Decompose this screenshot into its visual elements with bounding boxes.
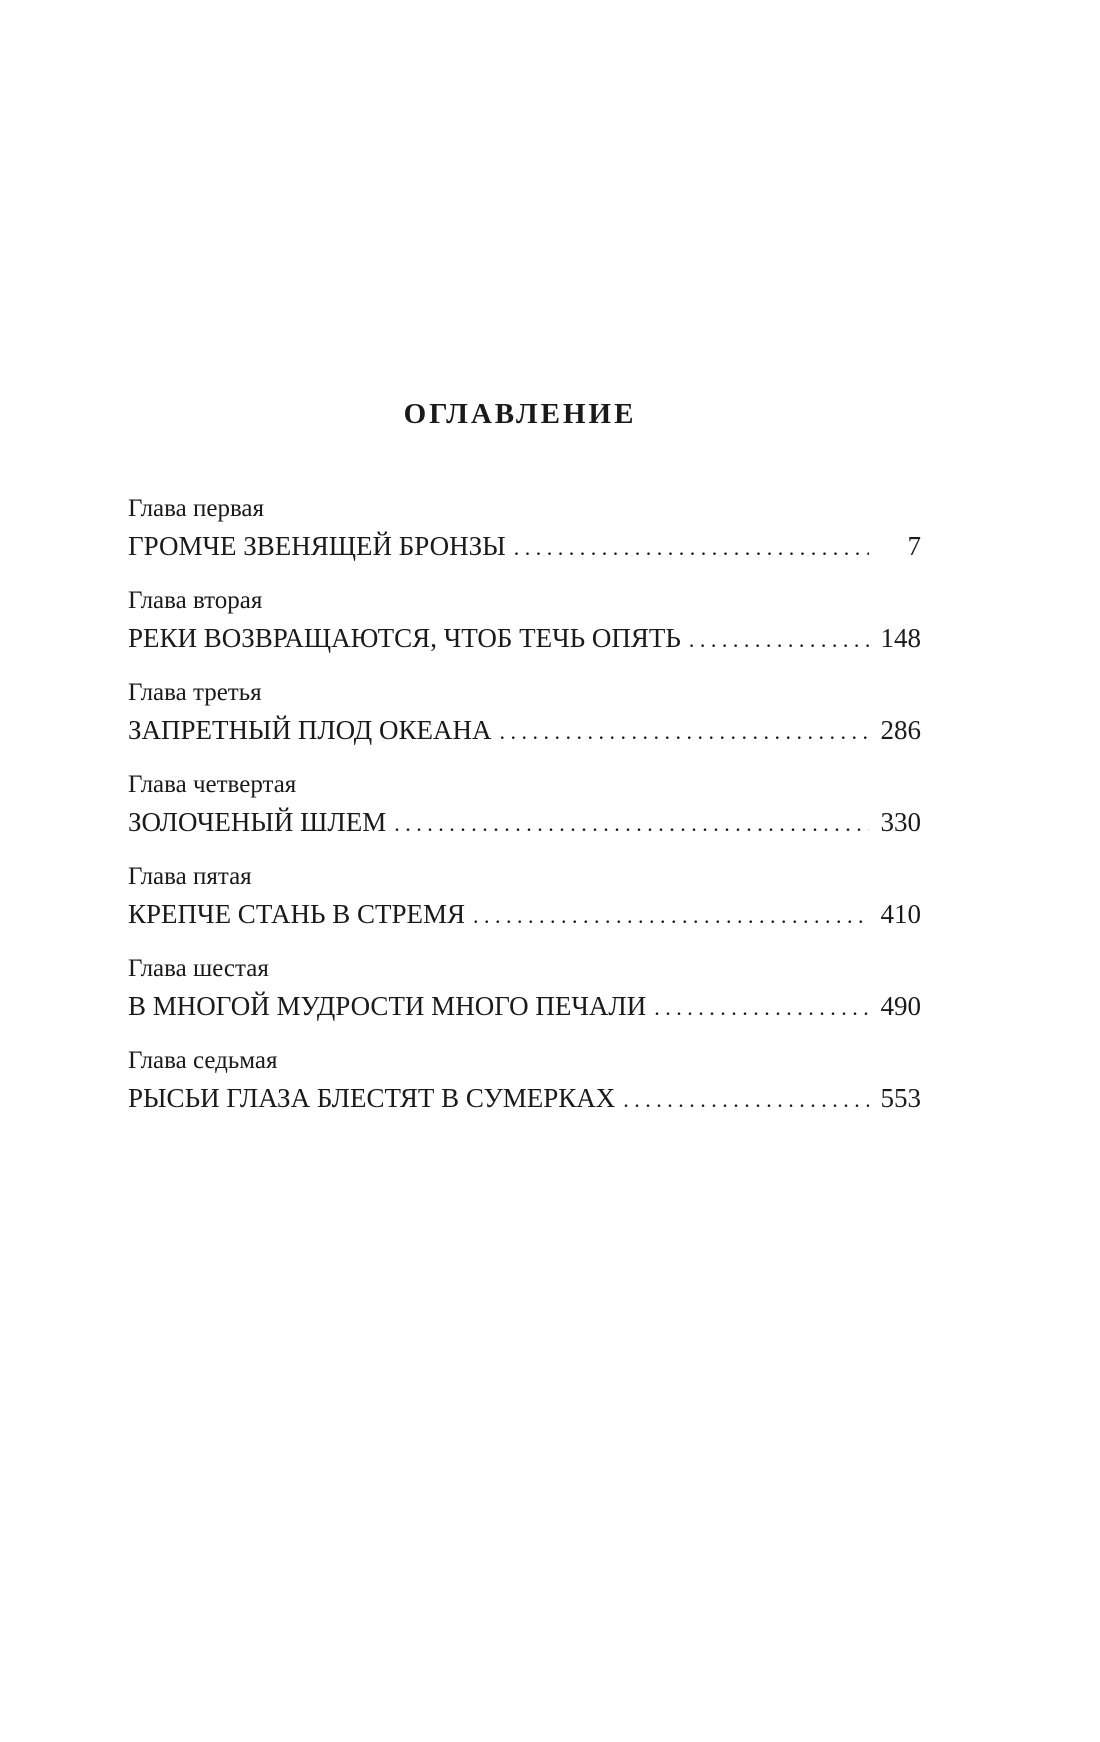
chapter-line: [128, 1078, 921, 1118]
chapter-line: [128, 986, 921, 1026]
chapter-line: [128, 802, 921, 842]
page-title: ОГЛАВЛЕНИЕ: [403, 398, 637, 430]
dot-leader: [689, 620, 869, 658]
toc-entry: [128, 492, 921, 570]
page-number: 410: [880, 899, 921, 929]
dot-leader: [394, 804, 869, 842]
toc-entry: [128, 676, 921, 754]
chapter-title: В МНОГОЙ МУДРОСТИ МНОГО ПЕЧАЛИ: [128, 991, 647, 1021]
toc-entry: [128, 860, 921, 938]
chapter-label: Глава шестая: [128, 955, 269, 982]
chapter-label: Глава четвертая: [128, 771, 297, 798]
chapter-title: ЗАПРЕТНЫЙ ПЛОД ОКЕАНА: [128, 715, 492, 745]
toc-entry: [128, 768, 921, 846]
dot-leader: [623, 1080, 869, 1118]
chapter-title: ЗОЛОЧЕНЫЙ ШЛЕМ: [128, 807, 387, 837]
dot-leader: [654, 988, 869, 1026]
dot-leader: [473, 896, 869, 934]
chapter-title: РЫСЬИ ГЛАЗА БЛЕСТЯТ В СУМЕРКАХ: [128, 1083, 616, 1113]
dot-leader: [514, 528, 869, 566]
toc-entry: [128, 1044, 921, 1122]
page-number: 553: [880, 1083, 921, 1113]
dot-leader: [499, 712, 869, 750]
chapter-line: [128, 710, 921, 750]
page-number: 330: [880, 807, 921, 837]
toc-entry: [128, 584, 921, 662]
chapter-label: Глава первая: [128, 495, 265, 522]
chapter-title: РЕКИ ВОЗВРАЩАЮТСЯ, ЧТОБ ТЕЧЬ ОПЯТЬ: [128, 623, 681, 653]
page-number: 148: [880, 623, 921, 653]
toc-entry: [128, 952, 921, 1030]
chapter-label: Глава пятая: [128, 863, 252, 890]
chapter-line: [128, 894, 921, 934]
chapter-label: Глава седьмая: [128, 1047, 278, 1074]
chapter-line: [128, 618, 921, 658]
chapter-label: Глава третья: [128, 679, 262, 706]
page-number: 286: [880, 715, 921, 745]
chapter-line: [128, 526, 921, 566]
chapter-title: ГРОМЧЕ ЗВЕНЯЩЕЙ БРОНЗЫ: [128, 531, 506, 561]
page-number: 7: [907, 531, 921, 561]
chapter-title: КРЕПЧЕ СТАНЬ В СТРЕМЯ: [128, 899, 465, 929]
chapter-label: Глава вторая: [128, 587, 263, 614]
page-number: 490: [880, 991, 921, 1021]
table-of-contents: [128, 492, 921, 1136]
